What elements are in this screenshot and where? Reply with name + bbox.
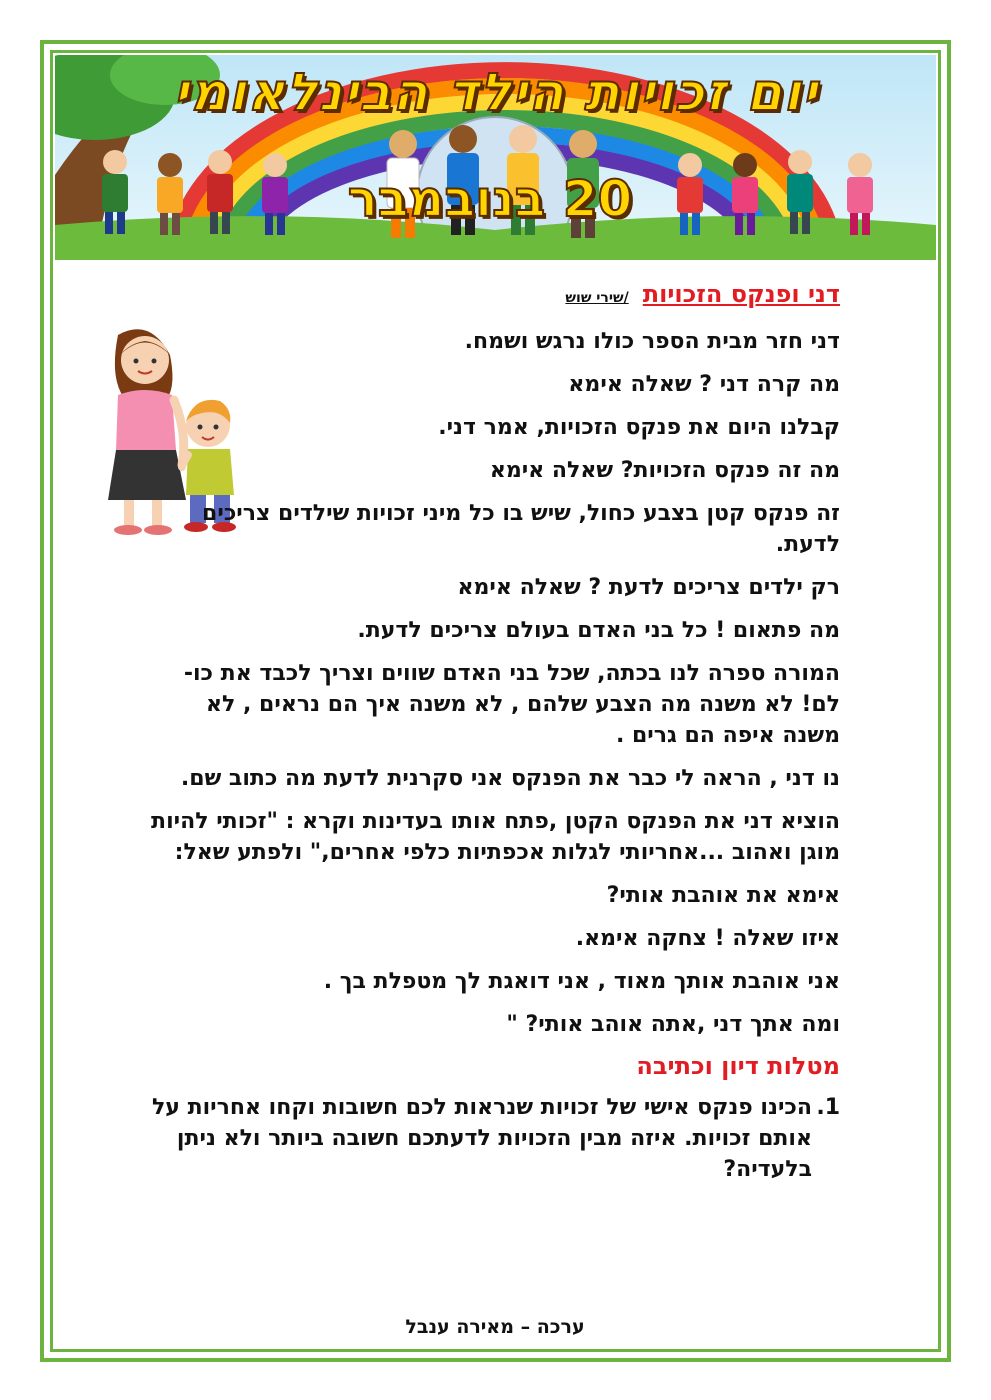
- story-title: דני ופנקס הזכויות: [642, 280, 840, 308]
- footer-credit: ערכה – מאירה ענבל: [405, 1316, 585, 1338]
- story-content: [150, 280, 840, 1185]
- story-paragraph: זה פנקס קטן בצבע כחול, שיש בו כל מיני זכויות שילדים צריכים לדעת.: [202, 501, 840, 557]
- story-paragraph: מה זה פנקס הזכויות? שאלה אימא: [489, 458, 840, 483]
- story-paragraph: מה קרה דני ? שאלה אימא: [568, 372, 840, 397]
- story-paragraph: אימא את אוהבת אותי?: [606, 883, 840, 908]
- header-banner: [55, 55, 936, 260]
- banner-title: יום זכויות הילד הבינלאומי: [173, 63, 819, 123]
- story-paragraph: איזו שאלה ! צחקה אימא.: [575, 926, 840, 951]
- story-paragraph: נו דני , הראה לי כבר את הפנקס אני סקרנית לדעת מה כתוב שם.: [180, 766, 840, 791]
- task-text: הכינו פנקס אישי של זכויות שנראות לכם חשובות וקחו אחריות על אותם זכויות. איזה מבין הזכויות לדעתכם חשובה ביותר ולא ניתן בלעדיה?: [151, 1095, 812, 1182]
- tasks-title: מטלות דיון וכתיבה: [636, 1052, 840, 1080]
- story-paragraph: דני חזר מבית הספר כולו נרגש ושמח.: [464, 329, 840, 354]
- story-paragraph: המורה ספרה לנו בכתה, שכל בני האדם שווים וצריך לכבד את כו- לם! לא משנה מה הצבע שלהם , לא משנה איך הם נראים , לא משנה איפה הם גרים .: [183, 661, 840, 748]
- task-number: 1.: [816, 1095, 840, 1120]
- story-paragraph: רק ילדים צריכים לדעת ? שאלה אימא: [457, 575, 840, 600]
- task-item: [140, 1092, 840, 1185]
- story-heading: [150, 280, 840, 312]
- banner-date: 20 בנובמבר: [347, 170, 633, 228]
- story-paragraph: ומה אתך דני ,אתה אוהב אותי? ": [506, 1012, 840, 1037]
- story-paragraph: מה פתאום ! כל בני האדם בעולם צריכים לדעת.: [357, 618, 840, 643]
- story-author: /שירי שוש: [565, 290, 629, 306]
- story-paragraph: קבלנו היום את פנקס הזכויות, אמר דני.: [438, 415, 840, 440]
- story-paragraph: אני אוהבת אותך מאוד , אני דואגת לך מטפלת בך .: [323, 969, 840, 994]
- story-paragraph: הוציא דני את הפנקס הקטן ,פתח אותו בעדינות וקרא : "זכותי להיות מוגן ואהוב ...אחריותי לגלות אכפתיות כלפי אחרים," ולפתע שאל:: [151, 809, 840, 865]
